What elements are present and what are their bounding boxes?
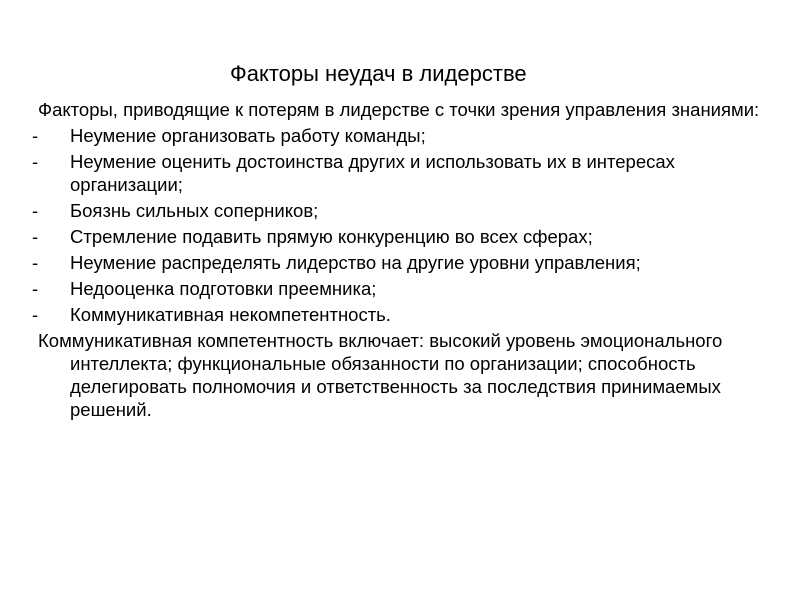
list-item (32, 303, 772, 326)
slide-body (32, 98, 772, 424)
list-item-text: Стремление подавить прямую конкуренцию во всех сферах; (70, 226, 593, 247)
bullet-dash: - (32, 200, 39, 221)
bullet-dash: - (32, 304, 39, 325)
list-item (32, 251, 772, 274)
list-item (32, 150, 772, 196)
list-item (32, 277, 772, 300)
bullet-dash: - (32, 151, 39, 172)
list-item-text: Боязнь сильных соперников; (70, 200, 319, 221)
bullet-dash: - (32, 278, 39, 299)
factors-list (32, 124, 772, 326)
bullet-dash: - (32, 252, 39, 273)
list-item-text: Неумение организовать работу команды; (70, 125, 426, 146)
list-item-text: Коммуникативная некомпетентность. (70, 304, 391, 325)
list-item-text: Неумение оценить достоинства других и использовать их в интересах организации; (70, 151, 675, 195)
bullet-dash: - (32, 125, 39, 146)
conclusion-paragraph: Коммуникативная компетентность включает: высокий уровень эмоционального интеллекта; функциональные обязанности по организации; способность делегировать полномочия и ответственность за последствия принимаемых решений. (38, 330, 723, 420)
list-item-text: Неумение распределять лидерство на другие уровни управления; (70, 252, 641, 273)
slide-title: Факторы неудач в лидерстве (230, 61, 527, 86)
list-item (32, 124, 772, 147)
list-item-text: Недооценка подготовки преемника; (70, 278, 377, 299)
list-item (32, 225, 772, 248)
bullet-dash: - (32, 226, 39, 247)
intro-paragraph: Факторы, приводящие к потерям в лидерстве с точки зрения управления знаниями: (38, 99, 760, 120)
list-item (32, 199, 772, 222)
